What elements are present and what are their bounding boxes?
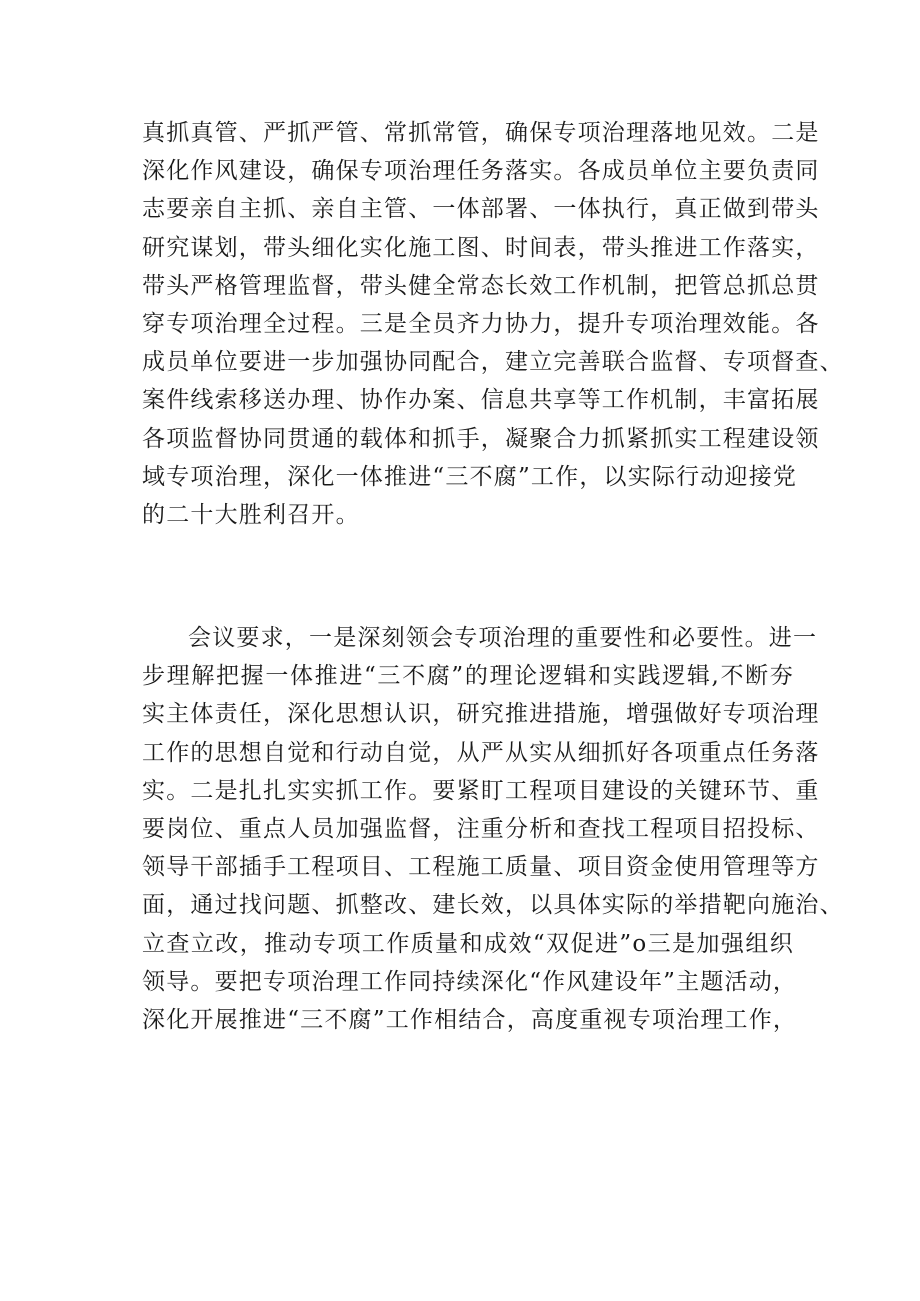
paragraph-line: 成员单位要进一步加强协同配合，建立完善联合监督、专项督查、 — [142, 349, 844, 376]
paragraph-2 — [142, 619, 844, 1039]
paragraph-line: 要岗位、重点人员加强监督，注重分析和查找工程项目招投标、 — [142, 815, 820, 842]
paragraph-line: 研究谋划，带头细化实化施工图、时间表，带头推进工作落实， — [142, 234, 820, 261]
paragraph-line: 深化作风建设，确保专项治理任务落实。各成员单位主要负责同 — [142, 158, 820, 185]
paragraph-line: 步理解把握一体推进“三不腐”的理论逻辑和实践逻辑,不断夯 — [142, 663, 794, 690]
paragraph-line: 案件线索移送办理、协作办案、信息共享等工作机制，丰富拓展 — [142, 387, 820, 414]
paragraph-line: 穿专项治理全过程。三是全员齐力协力，提升专项治理效能。各 — [142, 310, 820, 337]
paragraph-line: 的二十大胜利召开。 — [142, 501, 360, 528]
paragraph-line: 会议要求，一是深刻领会专项治理的重要性和必要性。进一 — [188, 625, 818, 651]
paragraph-line: 深化开展推进“三不腐”工作相结合，高度重视专项治理工作， — [142, 1006, 798, 1033]
paragraph-line: 带头严格管理监督，带头健全常态长效工作机制，把管总抓总贯 — [142, 272, 820, 299]
paragraph-line: 工作的思想自觉和行动自觉，从严从实从细抓好各项重点任务落 — [142, 739, 820, 766]
paragraph-line: 实主体责任，深化思想认识，研究推进措施，增强做好专项治理 — [142, 701, 820, 728]
paragraph-1 — [142, 114, 844, 534]
paragraph-line: 域专项治理，深化一体推进“三不腐”工作，以实际行动迎接党 — [142, 463, 798, 490]
paragraph-line: 领导干部插手工程项目、工程施工质量、项目资金使用管理等方 — [142, 854, 820, 881]
paragraph-line: 实。二是扎扎实实抓工作。要紧盯工程项目建设的关键环节、重 — [142, 777, 820, 804]
paragraph-line: 各项监督协同贯通的载体和抓手，凝聚合力抓紧抓实工程建设领 — [142, 425, 820, 452]
paragraph-line: 立查立改，推动专项工作质量和成效“双促进”o三是加强组织 — [142, 930, 794, 957]
paragraph-line: 真抓真管、严抓严管、常抓常管，确保专项治理落地见效。二是 — [142, 120, 820, 146]
paragraph-line: 领导。要把专项治理工作同持续深化“作风建设年”主题活动， — [142, 968, 798, 995]
paragraph-line: 面，通过找问题、抓整改、建长效，以具体实际的举措靶向施治、 — [142, 892, 844, 919]
paragraph-line: 志要亲自主抓、亲自主管、一体部署、一体执行，真正做到带头 — [142, 196, 820, 223]
